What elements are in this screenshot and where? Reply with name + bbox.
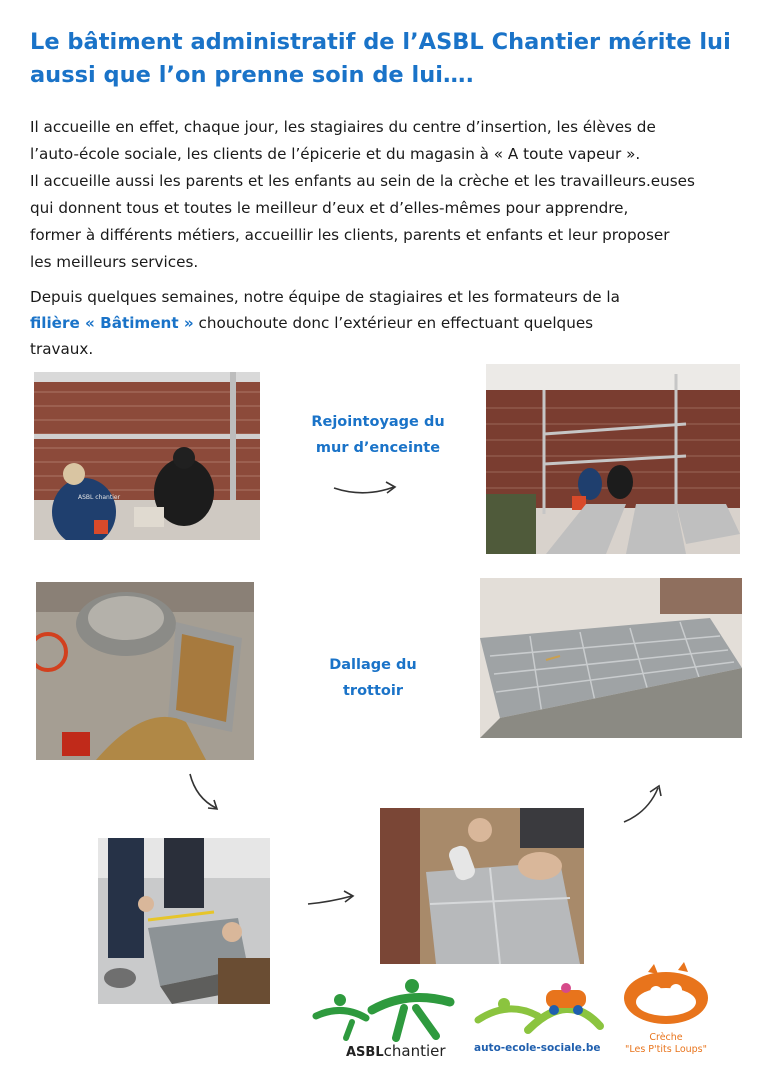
asbl-chantier-logo xyxy=(312,978,456,1062)
photo-rejointoyage-1 xyxy=(34,372,260,540)
creche-logo-line-1: Crèche xyxy=(649,1032,683,1043)
photo-dallage-trottoir xyxy=(480,578,742,738)
photo-dallage-mesure xyxy=(98,838,270,1004)
caption-dallage-line-1: Dallage du xyxy=(329,657,417,673)
asbl-chantier-figures-icon xyxy=(312,978,456,1042)
creche-logo-text xyxy=(618,1032,714,1056)
caption-rejointoyage-line-1: Rejointoyage du xyxy=(311,414,445,430)
caption-dallage xyxy=(300,652,446,704)
auto-ecole-car-icon xyxy=(468,980,608,1040)
auto-ecole-sociale-logo xyxy=(468,980,608,1060)
arrow-right-icon-2 xyxy=(304,888,360,910)
photo-dallage-pose xyxy=(380,808,584,964)
title-line-2: aussi que l’on prenne soin de lui…. xyxy=(30,62,475,88)
asbl-logo-thin: chantier xyxy=(383,1042,446,1060)
auto-ecole-logo-text: auto-ecole-sociale.be xyxy=(474,1042,601,1054)
works-paragraph xyxy=(30,284,746,362)
arrow-up-right-icon xyxy=(618,782,666,826)
page-title xyxy=(30,26,750,92)
arrow-right-icon xyxy=(330,474,402,500)
works-line-3: travaux. xyxy=(30,340,94,358)
asbl-jacket-badge: ASBL chantier xyxy=(78,494,121,501)
intro-line-4: qui donnent tous et toutes le meilleur d’eux et d’elles-mêmes pour apprendre, xyxy=(30,199,629,217)
intro-line-6: les meilleurs services. xyxy=(30,253,199,271)
creche-wolf-icon xyxy=(618,960,714,1026)
title-line-1: Le bâtiment administratif de l’ASBL Chantier mérite lui xyxy=(30,29,731,55)
asbl-chantier-logo-text xyxy=(346,1042,446,1060)
intro-paragraph xyxy=(30,114,746,276)
intro-line-5: former à différents métiers, accueillir les clients, parents et enfants et leur proposer xyxy=(30,226,670,244)
intro-line-1: Il accueille en effet, chaque jour, les stagiaires du centre d’insertion, les élèves de xyxy=(30,118,656,136)
caption-rejointoyage-line-2: mur d’enceinte xyxy=(315,440,441,456)
photo-rejointoyage-2 xyxy=(486,364,740,554)
caption-dallage-line-2: trottoir xyxy=(343,683,403,699)
intro-line-3: Il accueille aussi les parents et les enfants au sein de la crèche et les travailleurs.euses xyxy=(30,172,695,190)
works-line-2: chouchoute donc l’extérieur en effectuant quelques xyxy=(193,314,594,332)
arrow-down-right-icon xyxy=(184,770,224,814)
works-line-1: Depuis quelques semaines, notre équipe de stagiaires et les formateurs de la xyxy=(30,288,620,306)
creche-ptits-loups-logo xyxy=(618,960,714,1064)
intro-line-2: l’auto-école sociale, les clients de l’épicerie et du magasin à « A toute vapeur ». xyxy=(30,145,641,163)
asbl-logo-bold: ASBL xyxy=(346,1045,384,1060)
caption-rejointoyage xyxy=(284,409,472,461)
photo-dallage-cement-mixer xyxy=(36,582,254,760)
filiere-batiment-highlight: filière « Bâtiment » xyxy=(30,314,194,332)
creche-logo-line-2: "Les P'tits Loups" xyxy=(624,1044,708,1055)
